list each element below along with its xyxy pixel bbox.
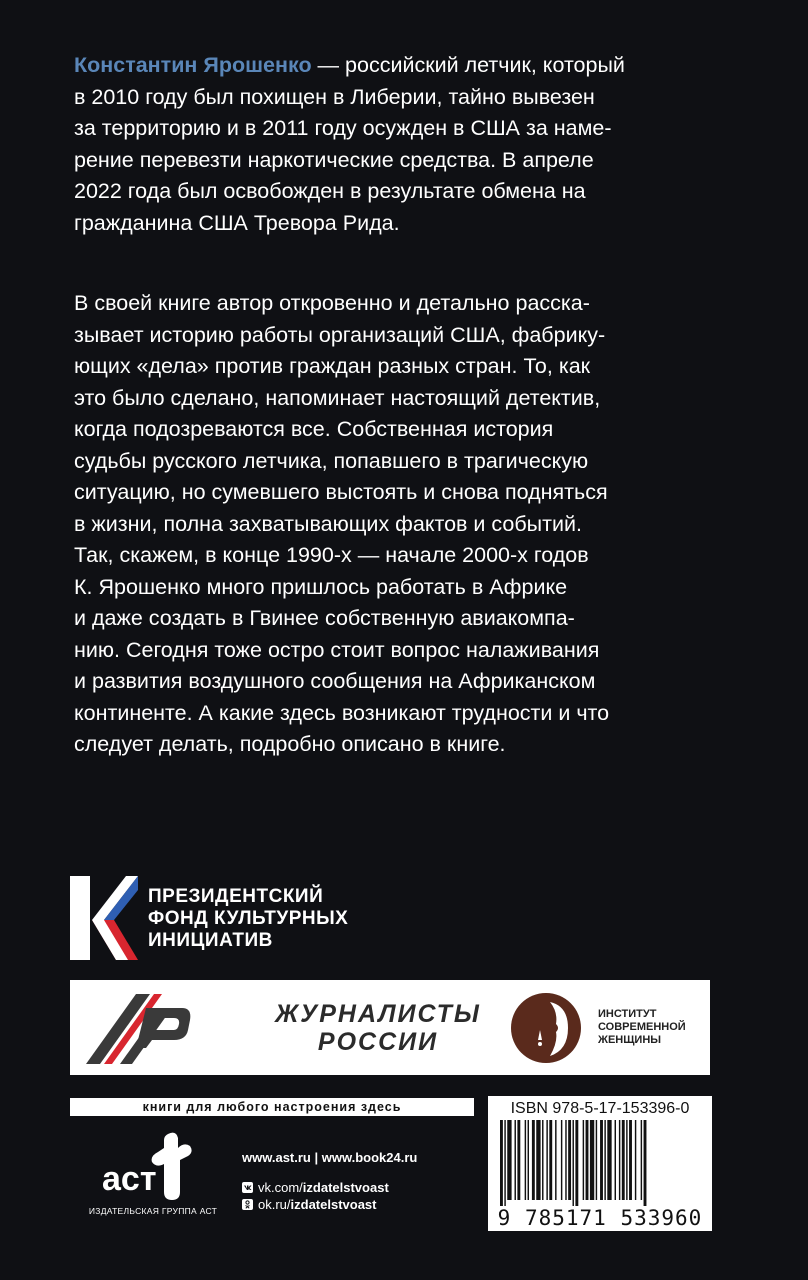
annotation-line: Так, скажем, в конце 1990-х — начале 2000-х годов (74, 543, 589, 567)
barcode-bar (546, 1120, 547, 1200)
barcode-bar (573, 1120, 574, 1206)
barcode-bar (600, 1120, 603, 1200)
ast-caption: ИЗДАТЕЛЬСКАЯ ГРУППА АСТ (88, 1206, 218, 1216)
barcode-bar (532, 1120, 535, 1200)
annotation-line: ситуацию, но сумевшего выстоять и снова подняться (74, 480, 608, 504)
barcode-bar (622, 1120, 625, 1200)
barcode-icon (496, 1120, 704, 1206)
barcode-bar (528, 1120, 529, 1200)
barcode-bar (549, 1120, 552, 1200)
annotation-line: за территорию и в 2011 году осужден в США за наме- (74, 116, 612, 140)
institute-woman-logo-icon (510, 992, 582, 1064)
barcode-bar (507, 1120, 511, 1200)
barcode-bar (568, 1120, 571, 1200)
barcode-bar (586, 1120, 589, 1200)
isbn-barcode-box (488, 1096, 712, 1231)
barcode-bar (555, 1120, 556, 1200)
vk-link[interactable] (242, 1180, 389, 1195)
barcode-bar (615, 1120, 616, 1200)
pfki-title: ПРЕЗИДЕНТСКИЙ ФОНД КУЛЬТУРНЫХ ИНИЦИАТИВ (148, 886, 349, 951)
barcode-bar (596, 1120, 597, 1200)
barcode-bar (629, 1120, 632, 1200)
barcode-bar (644, 1120, 647, 1206)
publisher-tagline: книги для любого настроения здесь (70, 1098, 474, 1116)
ast-logo-text: аст (102, 1160, 157, 1198)
isbn-label: ISBN 978-5-17-153396-0 (510, 1100, 690, 1117)
annotation-paragraph-1 (74, 50, 625, 239)
barcode-bar (607, 1120, 611, 1200)
partners-panel (70, 980, 710, 1075)
barcode-digits: 9 785171 533960 (497, 1206, 703, 1230)
pfki-logo-icon (70, 876, 138, 960)
author-name: Константин Ярошенко (74, 53, 312, 77)
annotation-line: и развития воздушного сообщения на Африканском (74, 669, 596, 693)
institute-title: ИНСТИТУТ СОВРЕМЕННОЙ ЖЕНЩИНЫ (598, 1008, 686, 1046)
annotation-line: следует делать, подробно описано в книге. (74, 732, 506, 756)
vk-handle: izdatelstvoast (302, 1180, 389, 1195)
pfki-block (70, 876, 370, 960)
barcode-bar (635, 1120, 636, 1200)
annotation-line: 2022 года был освобожден в результате обмена на (74, 179, 586, 203)
publisher-websites[interactable]: www.ast.ru | www.book24.ru (242, 1150, 418, 1165)
ast-logo-icon (98, 1128, 208, 1204)
annotation-line: ющих «дела» против граждан разных стран. То, как (74, 354, 591, 378)
barcode-bar (517, 1120, 520, 1200)
barcode-bar (590, 1120, 594, 1200)
barcode-bar (619, 1120, 620, 1200)
journalists-title: ЖУРНАЛИСТЫ РОССИИ (275, 1000, 481, 1056)
odnoklassniki-icon (242, 1199, 253, 1210)
barcode-bar (641, 1120, 642, 1200)
annotation-paragraph-2 (74, 288, 610, 761)
annotation-line: судьбы русского летчика, попавшего в трагическую (74, 448, 589, 473)
barcode-bar (542, 1120, 543, 1200)
annotation-line: В своей книге автор откровенно и детально расска- (74, 291, 590, 315)
annotation-line: зывает историю работы организаций США, фабрику- (74, 322, 606, 347)
barcode-bar (583, 1120, 584, 1200)
journalists-logo-icon (76, 986, 256, 1070)
annotation-line: континенте. А какие здесь возникают трудности и что (74, 700, 610, 725)
annotation-line: в жизни, полна захватывающих фактов и событий. (74, 511, 582, 536)
ok-handle: izdatelstvoast (290, 1197, 377, 1212)
annotation-line: в 2010 году был похищен в Либерии, тайно вывезен (74, 84, 595, 109)
annotation-line: это было сделано, напоминает настоящий детектив, (74, 385, 601, 410)
barcode-bar (536, 1120, 540, 1200)
barcode-bar (504, 1120, 505, 1206)
annotation-line: К. Ярошенко много пришлось работать в Африке (74, 574, 568, 599)
barcode-bar (500, 1120, 503, 1206)
annotation-line: Константин Ярошенко — российский летчик, который (74, 53, 625, 77)
annotation-line: нию. Сегодня тоже остро стоит вопрос налаживания (74, 637, 600, 662)
barcode-bar (565, 1120, 566, 1200)
ok-link[interactable] (242, 1197, 377, 1212)
barcode-bar (626, 1120, 627, 1200)
barcode-bar (604, 1120, 605, 1200)
barcode-bar (575, 1120, 578, 1206)
barcode-bar (515, 1120, 516, 1200)
annotation-line: гражданина США Тревора Рида. (74, 210, 400, 235)
annotation-line: рение перевезти наркотические средства. В апреле (74, 147, 594, 172)
vk-icon (242, 1182, 253, 1193)
vk-prefix: vk.com/ (258, 1180, 303, 1195)
ok-prefix: ok.ru/ (258, 1197, 291, 1212)
barcode-bar (525, 1120, 526, 1200)
annotation-line: когда подозреваются все. Собственная история (74, 417, 554, 441)
barcode-bar (561, 1120, 562, 1200)
annotation-line: и даже создать в Гвинее собственную авиакомпа- (74, 606, 575, 630)
